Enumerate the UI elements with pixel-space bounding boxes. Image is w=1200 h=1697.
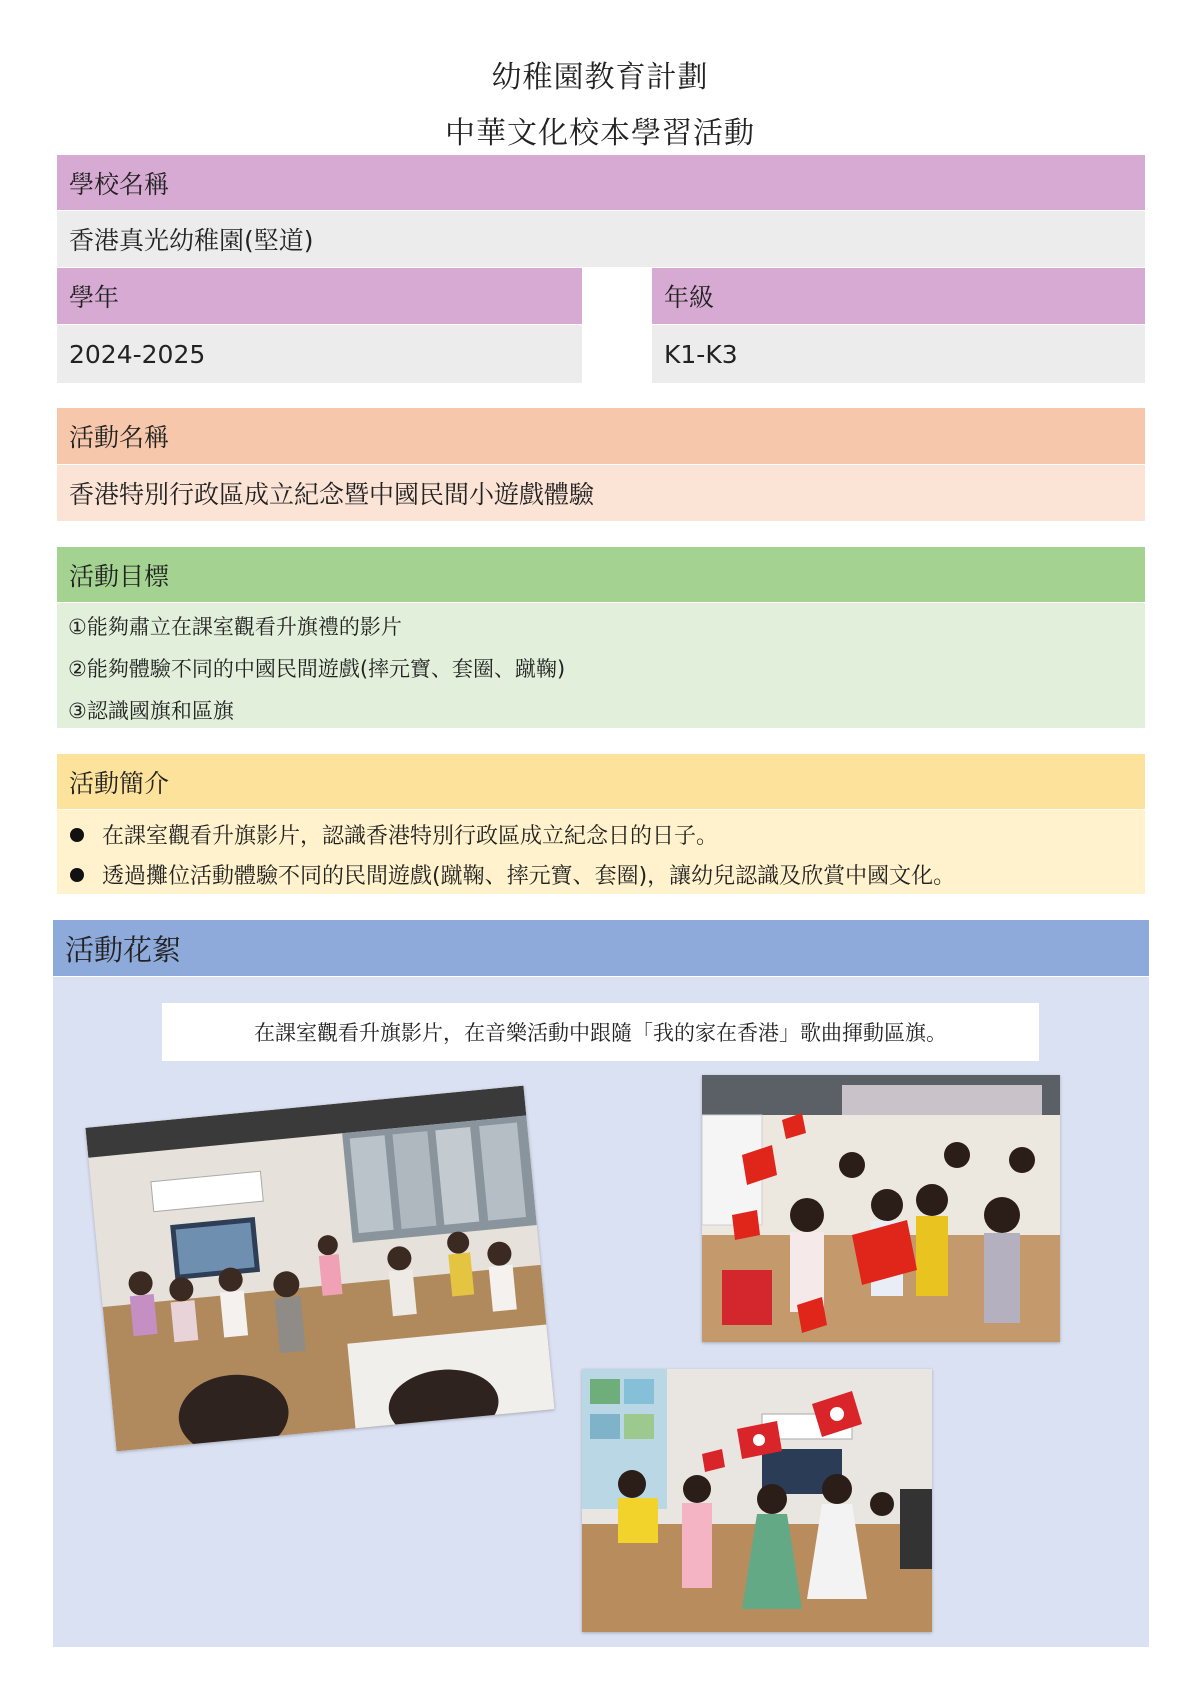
intro-item-1 xyxy=(70,819,718,850)
goal-item-2: ②能夠體驗不同的中國民間遊戲(摔元寶、套圈、蹴鞠) xyxy=(68,657,566,681)
goals-label: 活動目標 xyxy=(57,547,1145,602)
intro-item-1-text: 在課室觀看升旗影片，認識香港特別行政區成立紀念日的日子。 xyxy=(102,824,719,849)
intro-label: 活動簡介 xyxy=(57,754,1145,809)
school-name-value: 香港真光幼稚園(堅道) xyxy=(57,211,1145,267)
flag-waving-photo xyxy=(702,1075,1060,1342)
page-title-line2: 中華文化校本學習活動 xyxy=(445,116,755,151)
goal-item-1: ①能夠肅立在課室觀看升旗禮的影片 xyxy=(68,615,402,639)
intro-item-2-text: 透過攤位活動體驗不同的民間遊戲(蹴鞠、摔元寶、套圈)，讓幼兒認識及欣賞中國文化。 xyxy=(102,864,956,889)
classroom-photo-image xyxy=(85,1086,554,1452)
gallery-caption: 在課室觀看升旗影片，在音樂活動中跟隨「我的家在香港」歌曲揮動區旗。 xyxy=(162,1003,1039,1061)
gallery-label: 活動花絮 xyxy=(53,920,1149,976)
grade-value: K1-K3 xyxy=(652,325,1145,383)
school-year-value: 2024-2025 xyxy=(57,325,582,383)
activity-name-label: 活動名稱 xyxy=(57,408,1145,464)
intro-item-2 xyxy=(70,859,955,890)
activity-name-value: 香港特別行政區成立紀念暨中國民間小遊戲體驗 xyxy=(57,465,1145,521)
grade-label: 年級 xyxy=(652,268,1145,324)
goal-item-3: ③認識國旗和區旗 xyxy=(68,699,234,723)
school-year-label: 學年 xyxy=(57,268,582,324)
school-name-label: 學校名稱 xyxy=(57,155,1145,210)
bullet-icon xyxy=(70,868,84,882)
bullet-icon xyxy=(70,828,84,842)
hk-flag-photo xyxy=(582,1369,932,1632)
hk-flag-photo-image xyxy=(582,1369,932,1632)
page-title-line1: 幼稚園教育計劃 xyxy=(491,60,709,95)
flag-waving-photo-image xyxy=(702,1075,1060,1342)
classroom-photo xyxy=(85,1086,554,1452)
